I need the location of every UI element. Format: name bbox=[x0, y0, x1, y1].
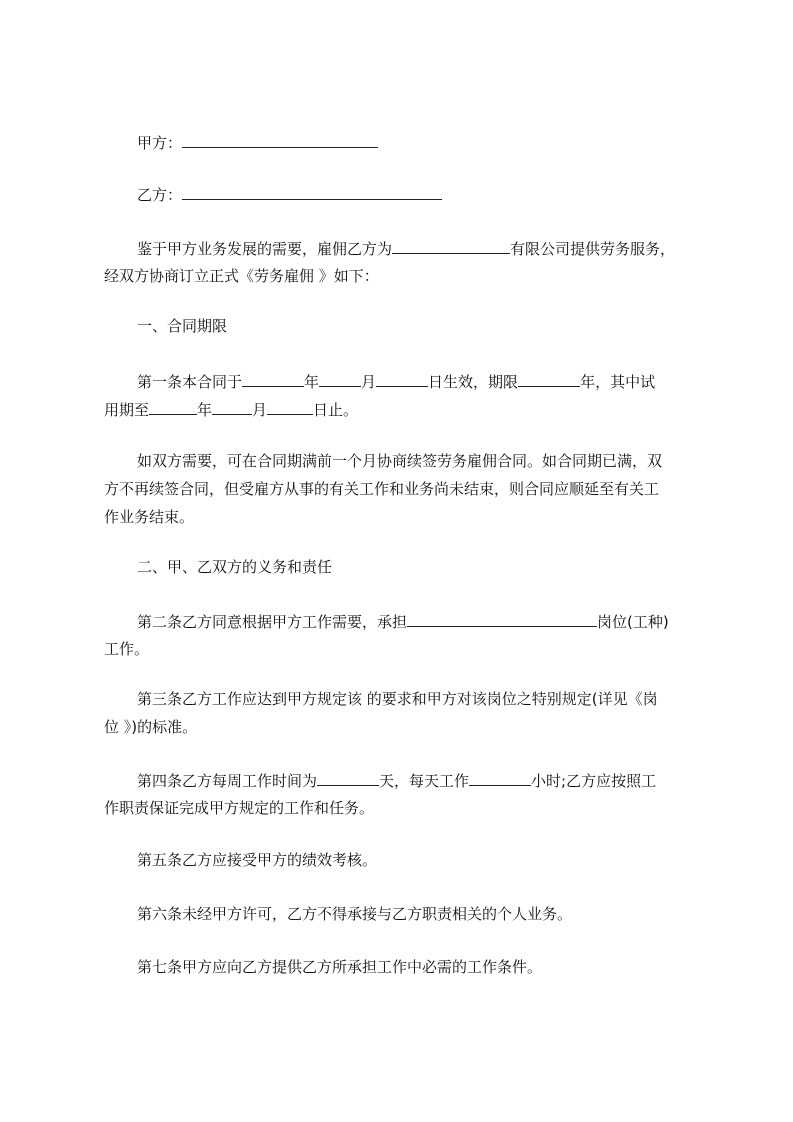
probation-day-blank bbox=[267, 399, 313, 415]
article1-month-unit: 月 bbox=[361, 373, 377, 391]
company-name-blank bbox=[392, 238, 510, 254]
party-b-label: 乙方： bbox=[137, 186, 183, 204]
preamble-text-after: 有限公司提供劳务服务， bbox=[510, 240, 676, 258]
probation-month-blank bbox=[212, 399, 252, 415]
party-a-label: 甲方： bbox=[137, 134, 183, 152]
preamble-line-2: 经双方协商订立正式《劳务雇佣 》如下： bbox=[104, 267, 379, 285]
article3-line-2: 位 》)的标准。 bbox=[104, 718, 198, 736]
start-year-blank bbox=[242, 371, 304, 387]
article4-line-2: 作职责保证完成甲方规定的工作和任务。 bbox=[104, 799, 375, 817]
start-month-blank bbox=[319, 371, 361, 387]
article3-line-1: 第三条乙方工作应达到甲方规定该 的要求和甲方对该岗位之特别规定(详见《岗 bbox=[137, 690, 658, 708]
article1-line-2 bbox=[0, 399, 793, 420]
article4-days-text: 天，每天工作 bbox=[379, 772, 470, 790]
position-blank bbox=[407, 611, 597, 627]
article1-year-unit: 年 bbox=[304, 373, 320, 391]
probation-year-unit: 年 bbox=[197, 401, 213, 419]
article2-line-2: 工作。 bbox=[104, 640, 150, 658]
article2-text: 第二条乙方同意根据甲方工作需要，承担 bbox=[137, 613, 408, 631]
party-a-line bbox=[0, 132, 793, 153]
article5: 第五条乙方应接受甲方的绩效考核。 bbox=[137, 851, 378, 869]
preamble-line-1 bbox=[0, 238, 793, 259]
hours-per-day-blank bbox=[469, 770, 531, 786]
article6: 第六条未经甲方许可，乙方不得承接与乙方职责相关的个人业务。 bbox=[137, 905, 573, 923]
party-b-blank bbox=[182, 184, 442, 200]
renewal-line-1: 如双方需要，可在合同期满前一个月协商续签劳务雇佣合同。如合同期已满，双 bbox=[137, 452, 663, 470]
article1-text: 第一条本合同于 bbox=[137, 373, 243, 391]
renewal-line-2: 方不再续签合同，但受雇方从事的有关工作和业务尚未结束，则合同应顺延至有关工 bbox=[104, 480, 660, 498]
probation-year-blank bbox=[149, 399, 197, 415]
article4-hours-text: 小时;乙方应按照工 bbox=[531, 772, 657, 790]
article7: 第七条甲方应向乙方提供乙方所承担工作中必需的工作条件。 bbox=[137, 958, 543, 976]
article2-line-1 bbox=[0, 611, 793, 632]
probation-end-text: 日止。 bbox=[313, 401, 359, 419]
start-day-blank bbox=[376, 371, 428, 387]
days-per-week-blank bbox=[317, 770, 379, 786]
section2-heading: 二、甲、乙双方的义务和责任 bbox=[137, 558, 333, 576]
party-a-blank bbox=[182, 132, 378, 148]
article1-line-1 bbox=[0, 371, 793, 392]
article2-position-text: 岗位(工种) bbox=[597, 613, 669, 631]
probation-month-unit: 月 bbox=[252, 401, 268, 419]
article4-text: 第四条乙方每周工作时间为 bbox=[137, 772, 318, 790]
section1-heading: 一、合同期限 bbox=[137, 317, 228, 335]
probation-text: 用期至 bbox=[104, 401, 150, 419]
article4-line-1 bbox=[0, 770, 793, 791]
term-years-blank bbox=[518, 371, 580, 387]
renewal-line-3: 作业务结束。 bbox=[104, 508, 195, 526]
article1-term-text: 年，其中试 bbox=[580, 373, 656, 391]
party-b-line bbox=[0, 184, 793, 205]
article1-effective-text: 日生效，期限 bbox=[428, 373, 519, 391]
preamble-text-before: 鉴于甲方业务发展的需要，雇佣乙方为 bbox=[137, 240, 393, 258]
